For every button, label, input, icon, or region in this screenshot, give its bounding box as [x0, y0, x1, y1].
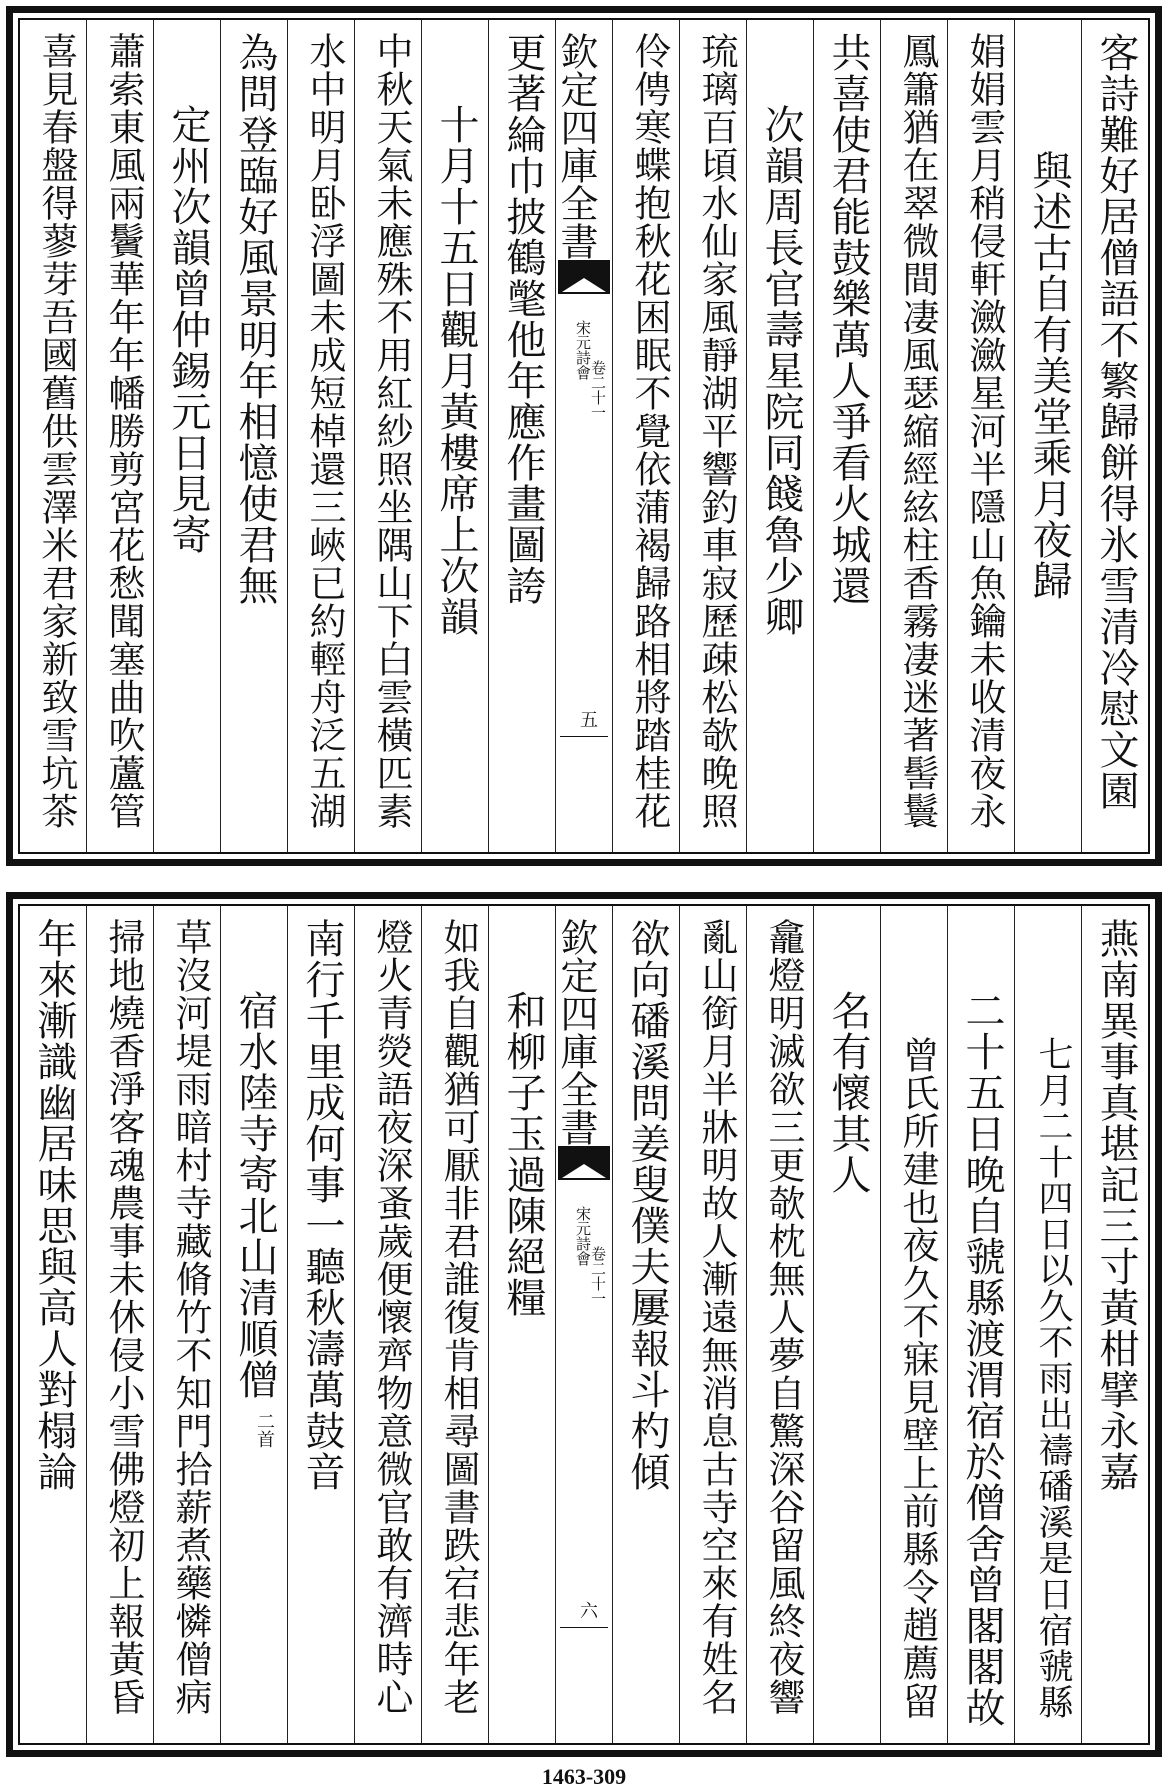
text-column	[354, 20, 421, 852]
book-title: 欽定四庫全書	[554, 32, 598, 260]
column-text: 水中明月卧浮圖未成短棹還三峽已約輕舟泛五湖	[303, 32, 346, 830]
column-text: 龕燈明滅欲三更欹枕無人夢自驚深谷留風終夜響	[762, 918, 805, 1716]
column-text: 伶俜寒蝶抱秋花困眠不覺依蒲褐歸路相將踏桂花	[628, 32, 671, 830]
book-title: 欽定四庫全書	[554, 918, 598, 1146]
text-column	[947, 906, 1014, 1743]
column-text: 蕭索東風兩鬢華年年幡勝剪宮花愁聞塞曲吹蘆管	[102, 32, 145, 830]
column-text: 南行千里成何事一聽秋濤萬鼓音	[299, 918, 345, 1492]
column-text: 琉璃百頃水仙家風靜湖平響釣車寂歷疎松欹晚照	[695, 32, 738, 830]
text-column	[153, 20, 220, 852]
text-column	[19, 20, 86, 852]
column-text: 七月二十四日以久不雨出禱磻溪是日宿虢縣	[1033, 1036, 1073, 1720]
text-column	[354, 906, 421, 1743]
column-text: 二十五日晚自虢縣渡渭宿於僧舍曾閣閣故	[959, 990, 1005, 1728]
fish-tail-mark-icon	[558, 260, 610, 294]
column-text: 如我自觀猶可厭非君誰復肯相尋圖書跌宕悲年老	[437, 918, 480, 1716]
text-column	[153, 906, 220, 1743]
text-column	[612, 20, 679, 852]
column-text: 喜見春盤得蓼芽吾國舊供雲澤米君家新致雪坑茶	[35, 32, 78, 830]
leaf-number: 五	[580, 710, 598, 731]
column-text: 年來漸識幽居味思與高人對榻論	[31, 918, 77, 1492]
volume-number: 卷二十一	[589, 1246, 607, 1306]
text-column	[488, 906, 555, 1743]
upper-text-grid	[18, 18, 1150, 854]
text-column	[746, 20, 813, 852]
text-column	[421, 20, 488, 852]
text-column	[612, 906, 679, 1743]
volume-number: 卷二十一	[589, 360, 607, 420]
column-text: 燈火青熒語夜深蚤歲便懷齊物意微官敢有濟時心	[370, 918, 413, 1716]
text-column	[880, 906, 947, 1743]
collection-title: 宋元詩會	[574, 1206, 592, 1266]
divider	[560, 736, 608, 737]
text-column	[86, 20, 153, 852]
text-column	[1014, 906, 1081, 1743]
text-column	[220, 906, 287, 1743]
center-ledger-column	[555, 20, 612, 852]
upper-page-frame	[6, 6, 1162, 866]
text-column	[1014, 20, 1081, 852]
text-column	[488, 20, 555, 852]
column-text: 鳳簫猶在翠微間凄風瑟縮經絃柱香霧凄迷著髻鬟	[896, 32, 939, 830]
column-text: 為問登臨好風景明年相憶使君無	[232, 32, 278, 606]
collection-title: 宋元詩會	[574, 320, 592, 380]
text-column	[679, 20, 746, 852]
text-column	[679, 906, 746, 1743]
text-column	[813, 906, 880, 1743]
leaf-number: 六	[580, 1601, 598, 1622]
text-column	[86, 906, 153, 1743]
column-text: 曾氏所建也夜久不寐見壁上前縣令趙薦留	[896, 1036, 939, 1720]
fish-tail-mark-icon	[558, 1146, 610, 1180]
text-column	[880, 20, 947, 852]
column-text: 名有懷其人	[825, 990, 871, 1195]
column-text: 客詩難好居僧語不繁歸餅得氷雪清冷慰文園	[1093, 32, 1139, 811]
column-text: 十月十五日觀月黃樓席上次韻	[433, 104, 479, 637]
lower-page-frame	[6, 892, 1162, 1757]
lower-text-grid	[18, 904, 1150, 1745]
column-text: 宿水陸寺寄北山清順僧	[232, 990, 278, 1400]
column-text: 娟娟雲月稍侵軒瀲瀲星河半隱山魚鑰未收清夜永	[963, 32, 1006, 830]
column-text: 掃地燒香淨客魂農事未休侵小雪佛燈初上報黃昏	[102, 918, 145, 1716]
text-column	[287, 20, 354, 852]
text-column	[746, 906, 813, 1743]
divider	[560, 1627, 608, 1628]
column-text: 中秋天氣未應殊不用紅紗照坐隅山下白雲橫匹素	[370, 32, 413, 830]
text-column	[1081, 906, 1148, 1743]
text-column	[287, 906, 354, 1743]
column-text: 共喜使君能鼓樂萬人爭看火城還	[825, 32, 871, 606]
column-text: 與述古自有美堂乘月夜歸	[1026, 150, 1072, 601]
annotation-note: 二首	[254, 1412, 275, 1448]
text-column	[19, 906, 86, 1743]
column-text: 欲向磻溪問姜叟僕夫屢報斗杓傾	[624, 918, 670, 1492]
text-column	[947, 20, 1014, 852]
page-number-footer: 1463-309	[541, 1764, 627, 1789]
text-column	[421, 906, 488, 1743]
column-text: 次韻周長官壽星院同餞魯少卿	[758, 104, 804, 637]
column-text: 和柳子玉過陳絕糧	[500, 990, 546, 1318]
text-column	[813, 20, 880, 852]
column-text: 亂山銜月半牀明故人漸遠無消息古寺空來有姓名	[695, 918, 738, 1716]
text-column	[1081, 20, 1148, 852]
column-text: 草沒河堤雨暗村寺藏脩竹不知門拾薪煮藥憐僧病	[169, 918, 212, 1716]
column-text: 燕南異事真堪記三寸黃柑擘永嘉	[1093, 918, 1139, 1492]
column-text: 定州次韻曾仲錫元日見寄	[165, 104, 211, 555]
column-text: 更著綸巾披鶴氅他年應作畫圖誇	[500, 32, 546, 606]
text-column	[220, 20, 287, 852]
center-ledger-column	[555, 906, 612, 1743]
